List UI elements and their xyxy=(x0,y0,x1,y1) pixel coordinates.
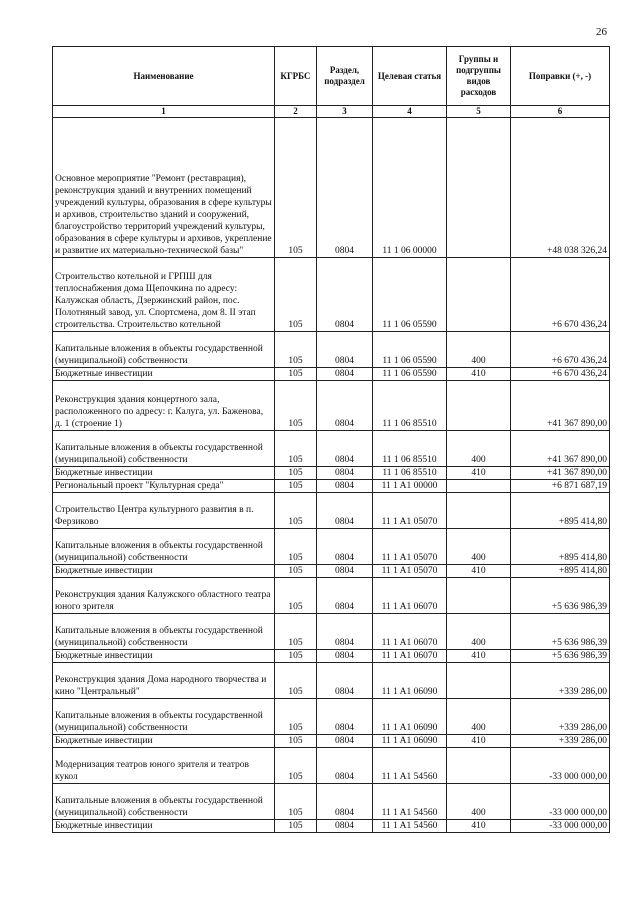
row-kgrbs: 105 xyxy=(275,368,317,381)
row-expense-group xyxy=(447,258,511,332)
row-expense-group xyxy=(447,578,511,614)
row-target-article: 11 1 A1 54560 xyxy=(373,820,447,833)
row-target-article: 11 1 A1 06070 xyxy=(373,614,447,650)
column-number: 1 xyxy=(53,106,275,118)
row-kgrbs: 105 xyxy=(275,820,317,833)
row-target-article: 11 1 06 05590 xyxy=(373,258,447,332)
table-row xyxy=(53,650,610,663)
row-kgrbs: 105 xyxy=(275,578,317,614)
table-row xyxy=(53,431,610,467)
row-amount: +895 414,80 xyxy=(511,529,610,565)
row-name: Реконструкция здания Дома народного творчества и кино "Центральный" xyxy=(53,663,275,699)
row-target-article: 11 1 06 00000 xyxy=(373,118,447,258)
row-name: Региональный проект "Культурная среда" xyxy=(53,480,275,493)
table-row xyxy=(53,258,610,332)
row-name: Бюджетные инвестиции xyxy=(53,735,275,748)
table-row xyxy=(53,578,610,614)
row-name: Капитальные вложения в объекты государственной (муниципальной) собственности xyxy=(53,332,275,368)
row-amount: +339 286,00 xyxy=(511,699,610,735)
table-row xyxy=(53,614,610,650)
table-row xyxy=(53,820,610,833)
row-razdel: 0804 xyxy=(317,748,373,784)
row-name: Бюджетные инвестиции xyxy=(53,820,275,833)
column-number: 3 xyxy=(317,106,373,118)
row-kgrbs: 105 xyxy=(275,614,317,650)
table-row xyxy=(53,467,610,480)
row-razdel: 0804 xyxy=(317,663,373,699)
row-kgrbs: 105 xyxy=(275,748,317,784)
row-target-article: 11 1 A1 00000 xyxy=(373,480,447,493)
row-amount: +5 636 986,39 xyxy=(511,650,610,663)
table-row xyxy=(53,529,610,565)
row-expense-group: 410 xyxy=(447,735,511,748)
table-row xyxy=(53,784,610,820)
row-kgrbs: 105 xyxy=(275,431,317,467)
row-amount: +41 367 890,00 xyxy=(511,431,610,467)
column-number: 4 xyxy=(373,106,447,118)
row-razdel: 0804 xyxy=(317,578,373,614)
row-amount: +41 367 890,00 xyxy=(511,381,610,431)
row-expense-group: 410 xyxy=(447,368,511,381)
row-expense-group: 400 xyxy=(447,332,511,368)
row-razdel: 0804 xyxy=(317,699,373,735)
row-amount: +5 636 986,39 xyxy=(511,614,610,650)
row-name: Капитальные вложения в объекты государственной (муниципальной) собственности xyxy=(53,431,275,467)
row-expense-group xyxy=(447,663,511,699)
row-target-article: 11 1 06 85510 xyxy=(373,467,447,480)
row-expense-group xyxy=(447,493,511,529)
row-expense-group: 410 xyxy=(447,820,511,833)
row-razdel: 0804 xyxy=(317,118,373,258)
header-name: Наименование xyxy=(53,47,275,106)
row-expense-group xyxy=(447,748,511,784)
row-target-article: 11 1 A1 05070 xyxy=(373,565,447,578)
column-number: 6 xyxy=(511,106,610,118)
row-name: Бюджетные инвестиции xyxy=(53,368,275,381)
row-target-article: 11 1 A1 06070 xyxy=(373,578,447,614)
row-name: Бюджетные инвестиции xyxy=(53,467,275,480)
row-target-article: 11 1 A1 54560 xyxy=(373,784,447,820)
row-kgrbs: 105 xyxy=(275,118,317,258)
row-expense-group: 410 xyxy=(447,467,511,480)
row-razdel: 0804 xyxy=(317,493,373,529)
row-amount: +895 414,80 xyxy=(511,493,610,529)
row-expense-group: 400 xyxy=(447,784,511,820)
row-target-article: 11 1 06 85510 xyxy=(373,381,447,431)
row-kgrbs: 105 xyxy=(275,381,317,431)
row-expense-group xyxy=(447,118,511,258)
row-kgrbs: 105 xyxy=(275,784,317,820)
header-amount: Поправки (+, -) xyxy=(511,47,610,106)
row-expense-group: 400 xyxy=(447,699,511,735)
row-kgrbs: 105 xyxy=(275,650,317,663)
row-name: Строительство Центра культурного развития в п. Ферзиково xyxy=(53,493,275,529)
table-row xyxy=(53,118,610,258)
table-row xyxy=(53,663,610,699)
row-kgrbs: 105 xyxy=(275,529,317,565)
row-amount: -33 000 000,00 xyxy=(511,784,610,820)
row-razdel: 0804 xyxy=(317,467,373,480)
row-amount: -33 000 000,00 xyxy=(511,820,610,833)
row-kgrbs: 105 xyxy=(275,565,317,578)
row-kgrbs: 105 xyxy=(275,699,317,735)
row-expense-group: 410 xyxy=(447,650,511,663)
row-razdel: 0804 xyxy=(317,258,373,332)
row-name: Капитальные вложения в объекты государственной (муниципальной) собственности xyxy=(53,699,275,735)
row-razdel: 0804 xyxy=(317,431,373,467)
row-kgrbs: 105 xyxy=(275,663,317,699)
row-razdel: 0804 xyxy=(317,784,373,820)
row-name: Модернизация театров юного зрителя и театров кукол xyxy=(53,748,275,784)
row-amount: +6 871 687,19 xyxy=(511,480,610,493)
row-amount: +339 286,00 xyxy=(511,735,610,748)
row-name: Бюджетные инвестиции xyxy=(53,565,275,578)
row-razdel: 0804 xyxy=(317,480,373,493)
row-target-article: 11 1 06 85510 xyxy=(373,431,447,467)
row-kgrbs: 105 xyxy=(275,735,317,748)
row-kgrbs: 105 xyxy=(275,332,317,368)
row-target-article: 11 1 A1 05070 xyxy=(373,493,447,529)
header-kgrbs: КГРБС xyxy=(275,47,317,106)
header-group: Группы и подгруппы видов расходов xyxy=(447,47,511,106)
row-amount: +6 670 436,24 xyxy=(511,332,610,368)
row-amount: +6 670 436,24 xyxy=(511,258,610,332)
row-name: Капитальные вложения в объекты государственной (муниципальной) собственности xyxy=(53,529,275,565)
row-target-article: 11 1 A1 06090 xyxy=(373,735,447,748)
row-target-article: 11 1 A1 06090 xyxy=(373,699,447,735)
row-name: Капитальные вложения в объекты государственной (муниципальной) собственности xyxy=(53,614,275,650)
table-row xyxy=(53,381,610,431)
row-amount: +339 286,00 xyxy=(511,663,610,699)
row-razdel: 0804 xyxy=(317,565,373,578)
table-row xyxy=(53,332,610,368)
row-razdel: 0804 xyxy=(317,381,373,431)
row-amount: +895 414,80 xyxy=(511,565,610,578)
table-row xyxy=(53,565,610,578)
row-razdel: 0804 xyxy=(317,650,373,663)
row-expense-group xyxy=(447,480,511,493)
table-row xyxy=(53,748,610,784)
row-expense-group: 400 xyxy=(447,614,511,650)
row-razdel: 0804 xyxy=(317,332,373,368)
row-razdel: 0804 xyxy=(317,614,373,650)
row-name: Реконструкция здания Калужского областного театра юного зрителя xyxy=(53,578,275,614)
header-razdel: Раздел, подраздел xyxy=(317,47,373,106)
row-kgrbs: 105 xyxy=(275,258,317,332)
budget-table xyxy=(52,46,610,833)
row-amount: +41 367 890,00 xyxy=(511,467,610,480)
row-amount: -33 000 000,00 xyxy=(511,748,610,784)
row-amount: +48 038 326,24 xyxy=(511,118,610,258)
row-amount: +5 636 986,39 xyxy=(511,578,610,614)
row-target-article: 11 1 A1 05070 xyxy=(373,529,447,565)
column-number: 2 xyxy=(275,106,317,118)
column-number-row xyxy=(53,106,610,118)
row-razdel: 0804 xyxy=(317,368,373,381)
row-target-article: 11 1 06 05590 xyxy=(373,368,447,381)
row-expense-group: 410 xyxy=(447,565,511,578)
row-kgrbs: 105 xyxy=(275,493,317,529)
row-target-article: 11 1 A1 54560 xyxy=(373,748,447,784)
row-amount: +6 670 436,24 xyxy=(511,368,610,381)
row-target-article: 11 1 A1 06090 xyxy=(373,663,447,699)
row-name: Капитальные вложения в объекты государственной (муниципальной) собственности xyxy=(53,784,275,820)
row-expense-group: 400 xyxy=(447,431,511,467)
row-target-article: 11 1 A1 06070 xyxy=(373,650,447,663)
row-expense-group xyxy=(447,381,511,431)
row-target-article: 11 1 06 05590 xyxy=(373,332,447,368)
row-name: Строительство котельной и ГРПШ для теплоснабжения дома Щепочкина по адресу: Калужская область, Дзержинский район, пос. Полотняный завод, ул. Спортсмена, дом 8. II этап строительства. Строительство котельной xyxy=(53,258,275,332)
column-number: 5 xyxy=(447,106,511,118)
table-row xyxy=(53,699,610,735)
table-header-row xyxy=(53,47,610,106)
row-name: Бюджетные инвестиции xyxy=(53,650,275,663)
header-target: Целевая статья xyxy=(373,47,447,106)
row-razdel: 0804 xyxy=(317,820,373,833)
page-number: 26 xyxy=(596,26,607,38)
table-row xyxy=(53,368,610,381)
table-row xyxy=(53,493,610,529)
row-name: Реконструкция здания концертного зала, расположенного по адресу: г. Калуга, ул. Баженова, д. 1 (строение 1) xyxy=(53,381,275,431)
row-kgrbs: 105 xyxy=(275,480,317,493)
row-razdel: 0804 xyxy=(317,735,373,748)
table-row xyxy=(53,735,610,748)
row-kgrbs: 105 xyxy=(275,467,317,480)
row-razdel: 0804 xyxy=(317,529,373,565)
row-name: Основное мероприятие "Ремонт (реставрация), реконструкция зданий и внутренних помещений учреждений культуры, образования в сфере культуры и архивов, строительство зданий и сооружений, благоустройство территорий учреждений культуры, образования в сфере культуры и архивов, укрепление и развитие их материально-технической базы" xyxy=(53,118,275,258)
table-row xyxy=(53,480,610,493)
row-expense-group: 400 xyxy=(447,529,511,565)
